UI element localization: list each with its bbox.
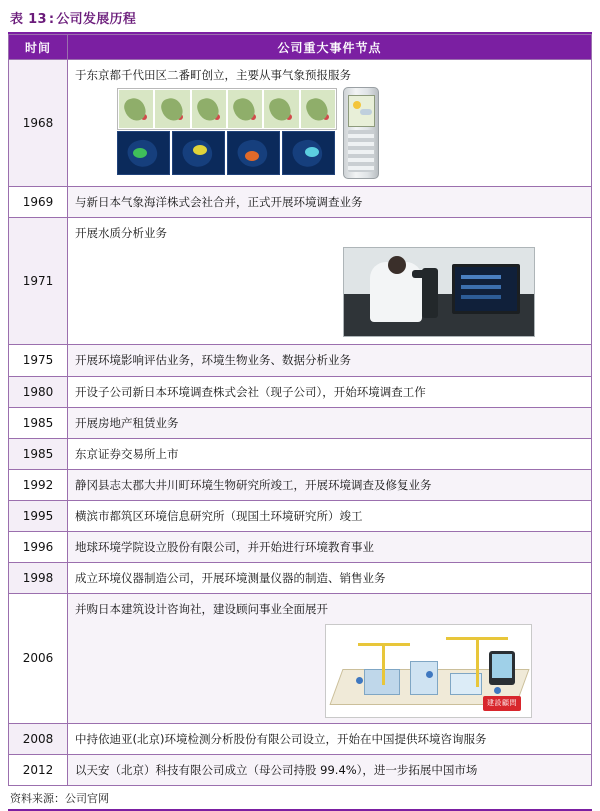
table-header-row [9, 35, 592, 60]
cell-event [68, 60, 592, 187]
cell-event: 成立环境仪器制造公司，开展环境测量仪器的制造、销售业务 [68, 563, 592, 594]
table-row [9, 60, 592, 187]
table-body [9, 60, 592, 786]
microscope-icon [422, 268, 438, 318]
cell-event [68, 218, 592, 345]
table-row [9, 469, 592, 500]
cell-event: 与新日本气象海洋株式会社合并，正式开展环境调查业务 [68, 187, 592, 218]
cell-year: 1985 [9, 438, 68, 469]
crane-icon [382, 643, 385, 685]
table-row [9, 594, 592, 723]
table-caption [8, 6, 592, 32]
table-header [9, 35, 592, 60]
table-row [9, 376, 592, 407]
cell-event: 开设子公司新日本环境调查株式会社（现子公司），开始环境调查工作 [68, 376, 592, 407]
caption-title: 公司发展历程 [56, 12, 137, 27]
cell-year: 2012 [9, 754, 68, 785]
annotation-dot [494, 687, 501, 694]
annotation-dot [356, 677, 363, 684]
cell-event: 静冈县志太郡大井川町环境生物研究所竣工，开展环境调查及修复业务 [68, 469, 592, 500]
table-row [9, 723, 592, 754]
cell-event: 中持依迪亚(北京)环境检测分析股份有限公司设立，开始在中国提供环境咨询服务 [68, 723, 592, 754]
table-row [9, 345, 592, 376]
cell-year: 1985 [9, 407, 68, 438]
cell-event [68, 594, 592, 723]
radar-thumb [227, 131, 280, 175]
radar-thumb [117, 131, 170, 175]
cell-year: 1992 [9, 469, 68, 500]
annotation-dot [426, 671, 433, 678]
building-block [410, 661, 438, 695]
map-thumb [228, 90, 262, 128]
table-row [9, 187, 592, 218]
table-row [9, 754, 592, 785]
computer-monitor-icon [452, 264, 520, 314]
phone-keypad [348, 130, 374, 172]
cell-year: 2008 [9, 723, 68, 754]
source-note: 资料来源：公司官网 [10, 791, 109, 805]
radar-image-strip [117, 131, 335, 175]
cell-year: 2006 [9, 594, 68, 723]
map-thumb [119, 90, 153, 128]
table-row [9, 532, 592, 563]
cell-year: 1968 [9, 60, 68, 187]
caption-number: 表 13 [10, 12, 47, 27]
event-text: 并购日本建筑设计咨询社，建设顾问事业全面展开 [75, 602, 328, 617]
cell-event: 开展环境影响评估业务，环境生物业务、数据分析业务 [68, 345, 592, 376]
forecast-map-strip [117, 88, 337, 130]
column-header-time: 时间 [9, 35, 68, 60]
construction-consulting-figure [325, 624, 532, 718]
company-milestones-table [8, 34, 592, 786]
cell-year: 1996 [9, 532, 68, 563]
water-analysis-lab-figure [343, 247, 535, 337]
event-text: 于东京都千代田区二番町创立，主要从事气象预报服务 [75, 68, 351, 82]
table-row [9, 563, 592, 594]
weather-forecast-phone-radar-figure [75, 87, 584, 179]
map-thumb [192, 90, 226, 128]
phone-screen [348, 95, 375, 127]
cell-year: 1995 [9, 501, 68, 532]
cell-year: 1998 [9, 563, 68, 594]
tablet-device-icon [489, 651, 515, 685]
cell-event: 开展房地产租赁业务 [68, 407, 592, 438]
cell-event: 东京证券交易所上市 [68, 438, 592, 469]
cell-event: 地球环境学院设立股份有限公司，并开始进行环境教育事业 [68, 532, 592, 563]
event-text: 开展水质分析业务 [75, 226, 167, 241]
crane-icon [476, 637, 479, 687]
figure-area [75, 620, 584, 718]
mobile-phone-icon [343, 87, 379, 179]
cell-event: 横滨市都筑区环境信息研究所（现国土环境研究所）竣工 [68, 501, 592, 532]
table-row [9, 407, 592, 438]
cell-year: 1980 [9, 376, 68, 407]
column-header-event: 公司重大事件节点 [68, 35, 592, 60]
map-thumb [155, 90, 189, 128]
cell-event: 以天安（北京）科技有限公司成立（母公司持股 99.4%），进一步拓展中国市场 [68, 754, 592, 785]
cell-year: 1975 [9, 345, 68, 376]
cell-year: 1969 [9, 187, 68, 218]
table-row [9, 501, 592, 532]
caption-separator: : [48, 12, 55, 27]
table-row [9, 438, 592, 469]
map-thumb [264, 90, 298, 128]
map-thumb [301, 90, 335, 128]
cell-year: 1971 [9, 218, 68, 345]
radar-thumb [282, 131, 335, 175]
radar-thumb [172, 131, 225, 175]
figure-badge: 建設顧問 [483, 696, 521, 710]
figure-area [75, 243, 584, 339]
table-row [9, 218, 592, 345]
bottom-divider [8, 809, 592, 811]
